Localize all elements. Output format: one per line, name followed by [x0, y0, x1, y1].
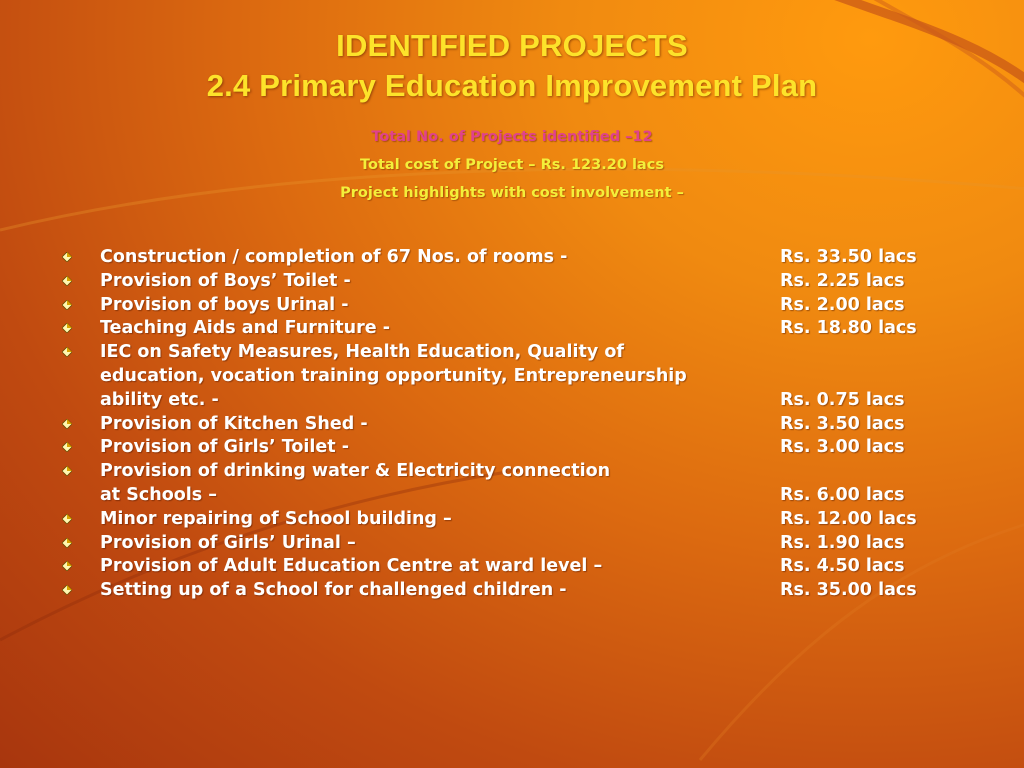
project-item-description: Provision of Boys’ Toilet -	[100, 270, 351, 291]
project-item-description: Provision of Girls’ Urinal –	[100, 532, 356, 553]
project-item-description: Setting up of a School for challenged children -	[100, 580, 567, 601]
diamond-bullet-icon	[62, 538, 72, 548]
project-item-description: Provision of boys Urinal -	[100, 294, 349, 315]
diamond-bullet-icon	[62, 514, 72, 524]
diamond-bullet-icon	[62, 300, 72, 310]
project-item	[62, 413, 962, 437]
diamond-bullet-icon	[62, 466, 72, 476]
project-item-description: Provision of Adult Education Centre at ward level –	[100, 556, 603, 577]
project-item-cost: Rs. 3.50 lacs	[780, 413, 905, 434]
project-item-description: Provision of Kitchen Shed -	[100, 413, 368, 434]
project-item-description: Construction / completion of 67 Nos. of rooms -	[100, 247, 568, 267]
project-item-cost: Rs. 4.50 lacs	[780, 556, 905, 577]
project-item	[62, 294, 962, 318]
project-item	[62, 270, 962, 294]
project-item-description: IEC on Safety Measures, Health Education, Quality of education, vocation training opportunity, Entrepreneurship ability etc. -	[100, 342, 687, 410]
project-item	[62, 246, 962, 270]
project-highlights-list	[62, 246, 962, 603]
project-item	[62, 460, 962, 508]
project-item	[62, 341, 962, 412]
project-item-cost: Rs. 18.80 lacs	[780, 318, 917, 339]
project-item	[62, 508, 962, 532]
total-cost-text: Total cost of Project – Rs. 123.20 lacs	[360, 157, 664, 173]
project-item-cost: Rs. 2.00 lacs	[780, 294, 905, 315]
project-item-cost: Rs. 12.00 lacs	[780, 508, 917, 529]
diamond-bullet-icon	[62, 442, 72, 452]
project-item	[62, 555, 962, 579]
diamond-bullet-icon	[62, 323, 72, 333]
project-item-cost: Rs. 2.25 lacs	[780, 270, 905, 291]
highlights-heading: Project highlights with cost involvement –	[340, 185, 684, 201]
project-item-description: Provision of drinking water & Electricity connection at Schools –	[100, 461, 611, 505]
project-item-description: Minor repairing of School building –	[100, 508, 452, 529]
project-item-cost: Rs. 33.50 lacs	[780, 247, 917, 267]
slide-subtitle: 2.4 Primary Education Improvement Plan	[206, 68, 818, 103]
project-item-description: Provision of Girls’ Toilet -	[100, 437, 349, 458]
diamond-bullet-icon	[62, 585, 72, 595]
project-item	[62, 579, 962, 603]
diamond-bullet-icon	[62, 419, 72, 429]
diamond-bullet-icon	[62, 347, 72, 357]
diamond-bullet-icon	[62, 561, 72, 571]
project-item-cost: Rs. 6.00 lacs	[780, 484, 905, 505]
project-item-cost: Rs. 3.00 lacs	[780, 437, 905, 458]
project-item	[62, 436, 962, 460]
project-item-description: Teaching Aids and Furniture -	[100, 318, 390, 339]
diamond-bullet-icon	[62, 252, 72, 262]
project-item	[62, 532, 962, 556]
slide-title: IDENTIFIED PROJECTS	[336, 28, 688, 63]
project-item-cost: Rs. 0.75 lacs	[780, 389, 905, 410]
project-item-cost: Rs. 35.00 lacs	[780, 580, 917, 601]
project-item	[62, 317, 962, 341]
project-item-cost: Rs. 1.90 lacs	[780, 532, 905, 553]
total-projects-text: Total No. of Projects identified –12	[371, 129, 653, 145]
diamond-bullet-icon	[62, 276, 72, 286]
